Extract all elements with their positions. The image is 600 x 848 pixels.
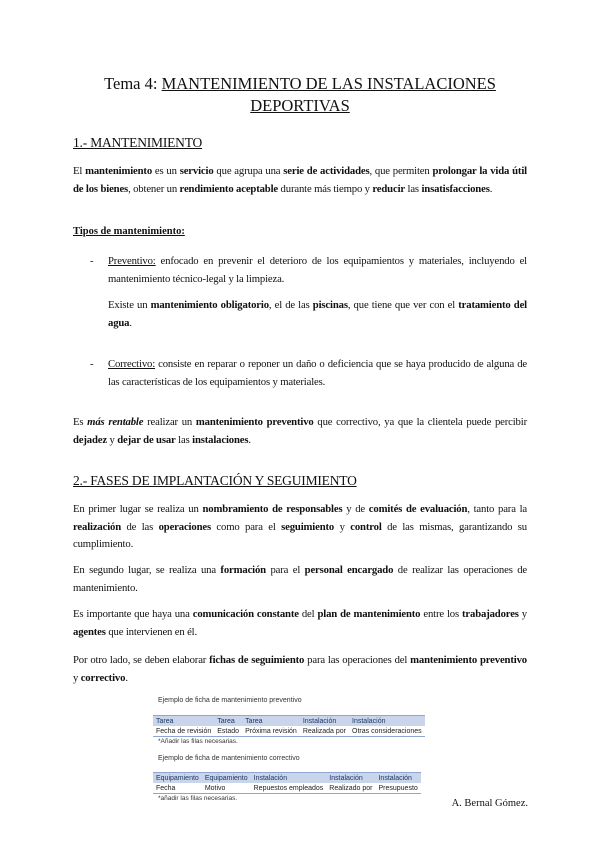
preventivo-table (153, 715, 425, 737)
fases-paragraph-1: En primer lugar se realiza un nombramiento de responsables y de comités de evaluación, tanto para la realización de las operaciones como para el seguimiento y control de las mismas, garantizando su cumplimiento. (73, 503, 527, 550)
list-dash: - (90, 358, 94, 370)
table-cell: Fecha de revisión (153, 726, 214, 737)
preventivo-label: Preventivo: (108, 255, 156, 267)
fases-paragraph-3: Es importante que haya una comunicación constante del plan de mantenimiento entre los trabajadores y agentes que intervienen en él. (73, 608, 527, 638)
table2-caption: Ejemplo de ficha de mantenimiento correctivo (158, 755, 300, 762)
list-item-correctivo: Correctivo: consiste en reparar o reponer un daño o deficiencia que se haya producido de alguna de las características de los equipamientos y materiales. (108, 358, 527, 388)
table-cell: Instalación (375, 773, 420, 784)
preventivo-extra: Existe un mantenimiento obligatorio, el de las piscinas, que tiene que ver con el tratamiento del agua. (108, 299, 528, 329)
table-cell: Instalación (300, 716, 349, 727)
table-cell: Motivo (202, 783, 251, 794)
list-item-preventivo: Preventivo: enfocado en prevenir el deterioro de los equipamientos y materiales, incluyendo el mantenimiento técnico-legal y la limpieza. (108, 255, 527, 285)
table-cell: Estado (214, 726, 242, 737)
table-cell: Fecha (153, 783, 202, 794)
table-cell: Tarea (214, 716, 242, 727)
fases-paragraph-2: En segundo lugar, se realiza una formación para el personal encargado de realizar las operaciones de mantenimiento. (73, 564, 527, 594)
table-cell: Realizado por (326, 783, 375, 794)
intro-paragraph: El mantenimiento es un servicio que agrupa una serie de actividades, que permiten prolongar la vida útil de los bienes, obtener un rendimiento aceptable durante más tiempo y reducir las insatisfacciones. (73, 165, 527, 195)
fases-paragraph-4: Por otro lado, se deben elaborar fichas de seguimiento para las operaciones del mantenimiento preventivo y correctivo. (73, 654, 527, 684)
table1-note: *Añadir las filas necesarias. (158, 738, 238, 745)
table1-caption: Ejemplo de ficha de mantenimiento preventivo (158, 697, 302, 704)
conclusion-paragraph: Es más rentable realizar un mantenimiento preventivo que correctivo, ya que la clientela puede percibir dejadez y dejar de usar las instalaciones. (73, 416, 527, 446)
table-cell: Tarea (153, 716, 214, 727)
section1-heading: 1.- MANTENIMIENTO (73, 135, 203, 150)
title-line2: DEPORTIVAS (250, 96, 350, 115)
table-cell: Equipamiento (153, 773, 202, 784)
table-cell: Próxima revisión (242, 726, 300, 737)
table-header-row (153, 716, 425, 727)
table-cell: Equipamiento (202, 773, 251, 784)
table-cell: Repuestos empleados (251, 783, 327, 794)
table-row (153, 783, 421, 794)
table-cell: Otras consideraciones (349, 726, 425, 737)
title-prefix: Tema 4: (104, 74, 162, 93)
table-cell: Instalación (251, 773, 327, 784)
page-title (60, 73, 540, 117)
table-cell: Instalación (349, 716, 425, 727)
table-header-row (153, 773, 421, 784)
table-cell: Instalación (326, 773, 375, 784)
table-cell: Realizada por (300, 726, 349, 737)
correctivo-table (153, 772, 421, 794)
table-cell: Presupuesto (375, 783, 420, 794)
list-dash: - (90, 255, 94, 267)
table-row (153, 726, 425, 737)
table2-note: *añadir las filas necesarias. (158, 795, 238, 802)
correctivo-label: Correctivo: (108, 358, 156, 370)
title-line1: MANTENIMIENTO DE LAS INSTALACIONES (161, 74, 496, 93)
tipos-heading: Tipos de mantenimiento: (73, 226, 185, 237)
table-cell: Tarea (242, 716, 300, 727)
section2-heading: 2.- FASES DE IMPLANTACIÓN Y SEGUIMIENTO (73, 473, 357, 488)
author-signature: A. Bernal Gómez. (451, 798, 528, 809)
